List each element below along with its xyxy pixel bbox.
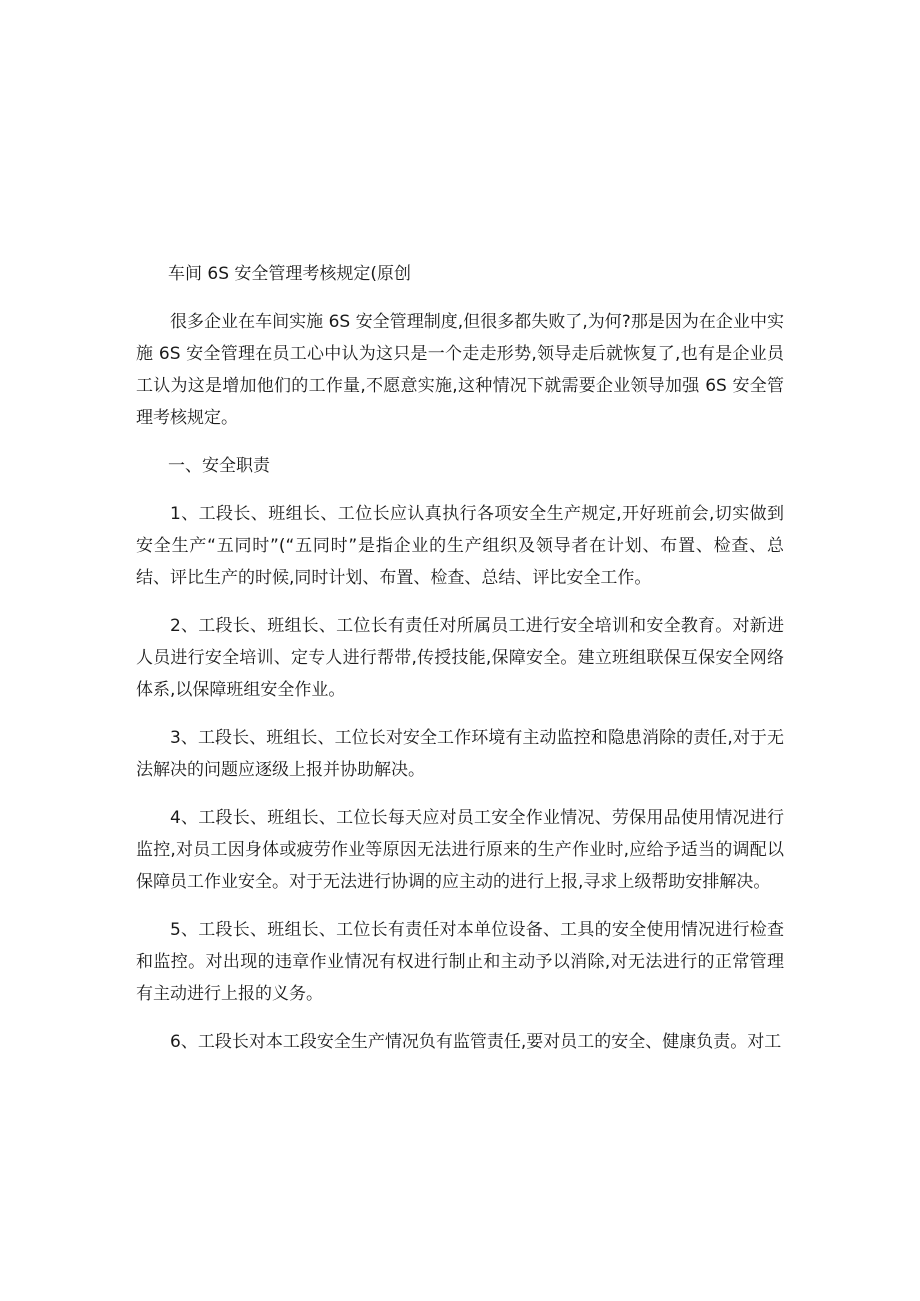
document-body — [136, 258, 784, 1074]
list-item: 4、工段长、班组长、工位长每天应对员工安全作业情况、劳保用品使用情况进行监控,对员工因身体或疲劳作业等原因无法进行原来的生产作业时,应给予适当的调配以保障员工作业安全。对于无法进行协调的应主动的进行上报,寻求上级帮助安排解决。 — [136, 808, 784, 892]
section-heading: 一、安全职责 — [168, 456, 270, 476]
list-item: 2、工段长、班组长、工位长有责任对所属员工进行安全培训和安全教育。对新进人员进行安全培训、定专人进行帮带,传授技能,保障安全。建立班组联保互保安全网络体系,以保障班组安全作业。 — [136, 616, 784, 700]
list-item: 3、工段长、班组长、工位长对安全工作环境有主动监控和隐患消除的责任,对于无法解决的问题应逐级上报并协助解决。 — [136, 728, 784, 780]
list-item: 6、工段长对本工段安全生产情况负有监管责任,要对员工的安全、健康负责。对工 — [170, 1032, 782, 1052]
document-title: 车间 6S 安全管理考核规定(原创 — [168, 264, 412, 284]
intro-paragraph: 很多企业在车间实施 6S 安全管理制度,但很多都失败了,为何?那是因为在企业中实施 6S 安全管理在员工心中认为这只是一个走走形势,领导走后就恢复了,也有是企业员工认为这是增加他们的工作量,不愿意实施,这种情况下就需要企业领导加强 6S 安全管理考核规定。 — [136, 312, 784, 428]
list-item: 1、工段长、班组长、工位长应认真执行各项安全生产规定,开好班前会,切实做到安全生产“五同时”(“五同时”是指企业的生产组织及领导者在计划、布置、检查、总结、评比生产的时候,同时计划、布置、检查、总结、评比安全工作。 — [136, 504, 784, 588]
list-item: 5、工段长、班组长、工位长有责任对本单位设备、工具的安全使用情况进行检查和监控。对出现的违章作业情况有权进行制止和主动予以消除,对无法进行的正常管理有主动进行上报的义务。 — [136, 920, 784, 1004]
